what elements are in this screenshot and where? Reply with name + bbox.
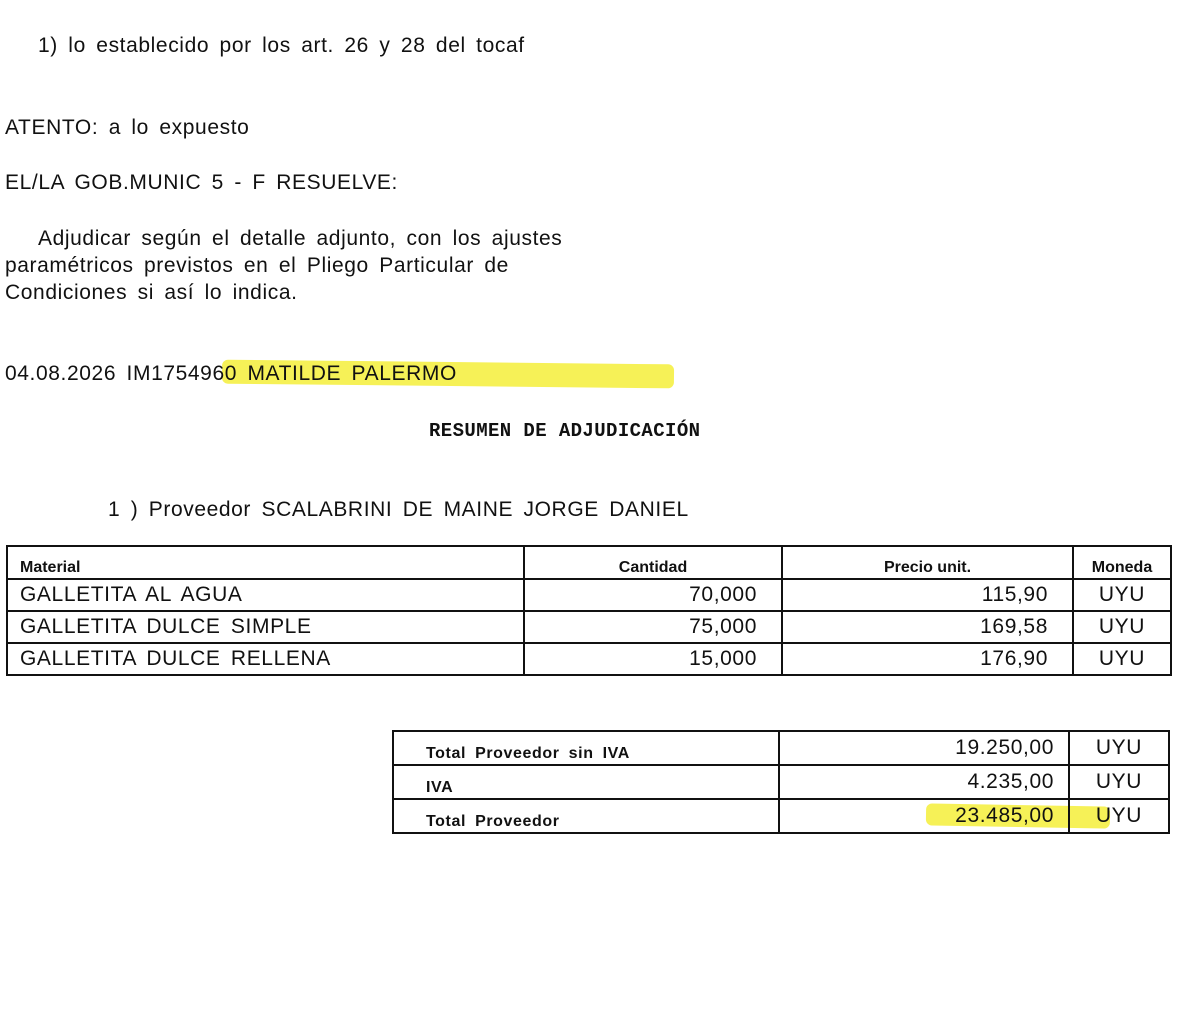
totals-row xyxy=(393,765,1169,799)
totals-label: Total Proveedor sin IVA xyxy=(393,731,779,765)
resolution-paragraph xyxy=(5,225,562,306)
summary-title: RESUMEN DE ADJUDICACIÓN xyxy=(429,420,701,442)
totals-currency: UYU xyxy=(1069,731,1169,765)
items-table xyxy=(6,545,1172,676)
totals-amount: 4.235,00 xyxy=(779,765,1069,799)
quantity-cell: 15,000 xyxy=(524,643,782,675)
unit-price-cell: 169,58 xyxy=(782,611,1073,643)
table-header-row xyxy=(7,546,1171,579)
currency-cell: UYU xyxy=(1073,611,1171,643)
paragraph-line: Condiciones si así lo indica. xyxy=(5,281,298,304)
column-header-material: Material xyxy=(7,546,524,579)
material-cell: GALLETITA DULCE SIMPLE xyxy=(7,611,524,643)
material-cell: GALLETITA AL AGUA xyxy=(7,579,524,611)
unit-price-cell: 115,90 xyxy=(782,579,1073,611)
quantity-cell: 75,000 xyxy=(524,611,782,643)
table-row xyxy=(7,643,1171,675)
atento-line: ATENTO: a lo expuesto xyxy=(5,116,250,139)
currency-cell: UYU xyxy=(1073,579,1171,611)
paragraph-line: paramétricos previstos en el Pliego Particular de xyxy=(5,254,509,277)
totals-amount: 19.250,00 xyxy=(779,731,1069,765)
totals-row xyxy=(393,799,1169,833)
column-header-moneda: Moneda xyxy=(1073,546,1171,579)
totals-row xyxy=(393,731,1169,765)
signature-line: 04.08.2026 IM1754960 MATILDE PALERMO xyxy=(5,362,457,385)
totals-amount: 23.485,00 xyxy=(779,799,1069,833)
quantity-cell: 70,000 xyxy=(524,579,782,611)
table-row xyxy=(7,579,1171,611)
table-row xyxy=(7,611,1171,643)
provider-line: 1 ) Proveedor SCALABRINI DE MAINE JORGE DANIEL xyxy=(108,498,689,521)
totals-label: IVA xyxy=(393,765,779,799)
reference-line: 1) lo establecido por los art. 26 y 28 del tocaf xyxy=(38,34,525,57)
totals-currency: UYU xyxy=(1069,765,1169,799)
paragraph-line: Adjudicar según el detalle adjunto, con los ajustes xyxy=(38,227,563,250)
totals-label: Total Proveedor xyxy=(393,799,779,833)
column-header-precio-unit: Precio unit. xyxy=(782,546,1073,579)
totals-table xyxy=(392,730,1170,834)
totals-currency: UYU xyxy=(1069,799,1169,833)
material-cell: GALLETITA DULCE RELLENA xyxy=(7,643,524,675)
column-header-cantidad: Cantidad xyxy=(524,546,782,579)
unit-price-cell: 176,90 xyxy=(782,643,1073,675)
resuelve-line: EL/LA GOB.MUNIC 5 - F RESUELVE: xyxy=(5,171,398,194)
currency-cell: UYU xyxy=(1073,643,1171,675)
